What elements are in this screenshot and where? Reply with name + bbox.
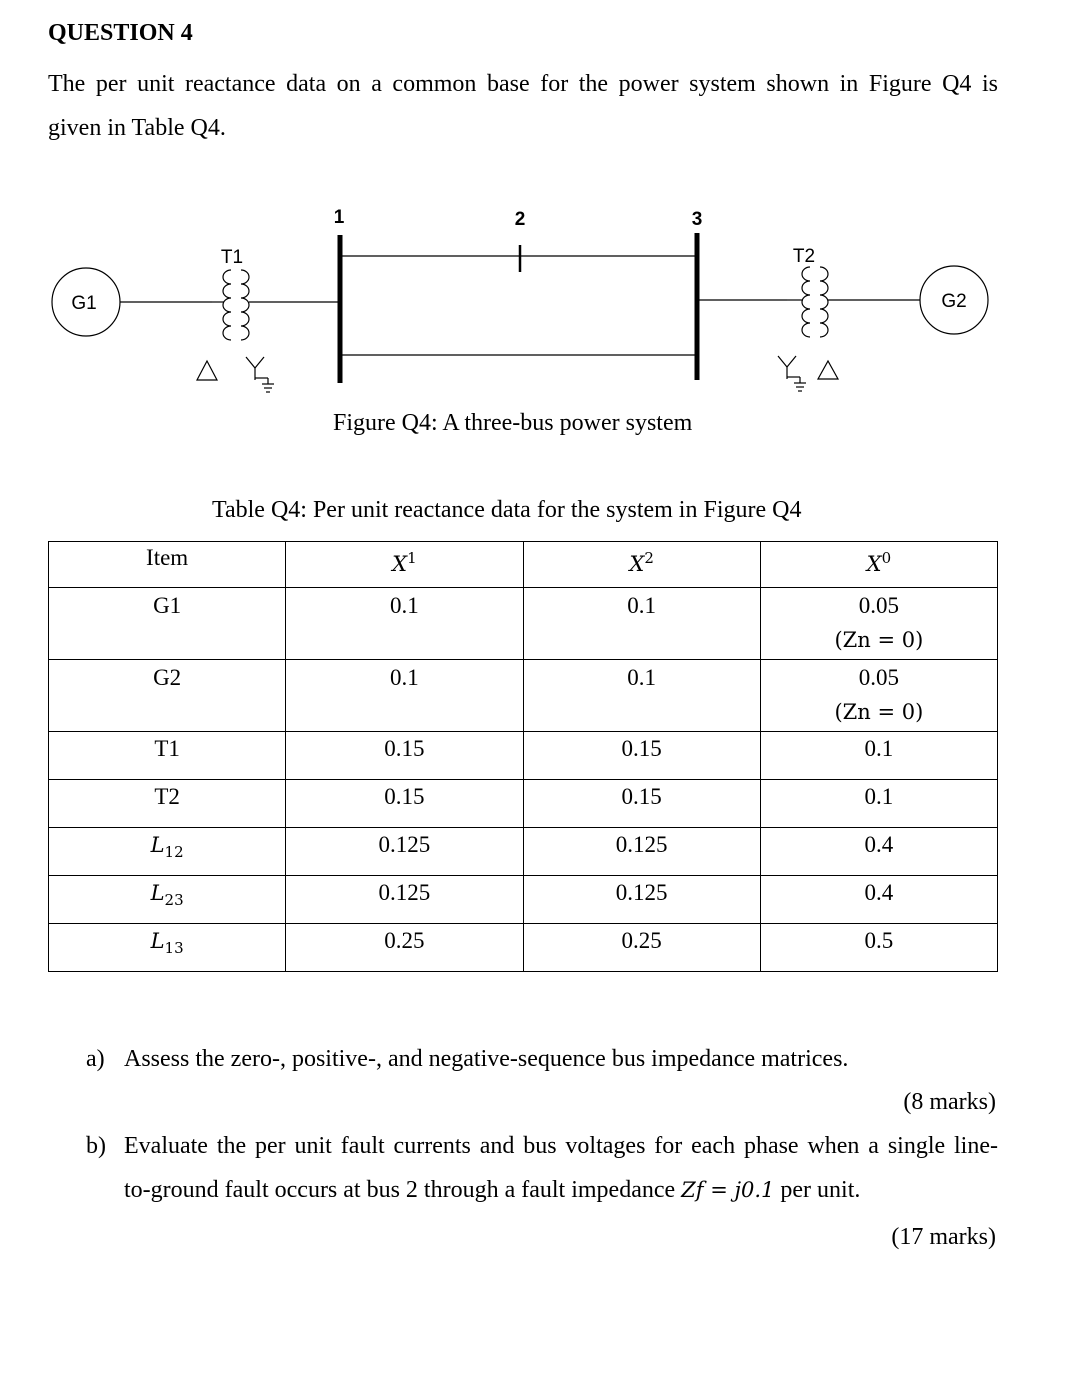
bus-label-3: 3 bbox=[691, 209, 703, 230]
header-x0: $X^0$ bbox=[760, 542, 997, 588]
cell-x1: 0.15 bbox=[286, 780, 523, 828]
cell-x0: 0.4 bbox=[760, 828, 997, 876]
t2-delta-symbol bbox=[818, 361, 838, 379]
cell-x1: 0.1 bbox=[286, 588, 523, 660]
cell-item: G1 bbox=[49, 588, 286, 660]
header-x1: $X^1$ bbox=[286, 542, 523, 588]
generator-label-g2: G2 bbox=[941, 291, 967, 312]
cell-x0: 0.1 bbox=[760, 780, 997, 828]
question-intro bbox=[48, 62, 998, 150]
question-title: QUESTION 4 bbox=[48, 20, 193, 46]
part-a-marks: (8 marks) bbox=[903, 1089, 996, 1115]
table-row bbox=[49, 876, 998, 924]
fault-impedance-expression: Zf = j0.1 bbox=[681, 1178, 775, 1202]
part-a-label: a) bbox=[86, 1046, 105, 1072]
generator-label-g1: G1 bbox=[71, 293, 97, 314]
table-caption: Table Q4: Per unit reactance data for the system in Figure Q4 bbox=[212, 497, 802, 523]
zn-note: (Zn = 0) bbox=[834, 700, 924, 724]
part-b-line2-suffix: per unit. bbox=[780, 1177, 861, 1203]
cell-item: T1 bbox=[49, 732, 286, 780]
bus-label-1: 1 bbox=[333, 207, 345, 228]
figure-caption: Figure Q4: A three-bus power system bbox=[333, 410, 693, 436]
table-row bbox=[49, 660, 998, 732]
three-bus-diagram bbox=[0, 195, 1080, 395]
t1-secondary-winding bbox=[241, 270, 249, 340]
table-row bbox=[49, 924, 998, 972]
cell-x0: 0.4 bbox=[760, 876, 997, 924]
transformer-label-t1: T1 bbox=[220, 247, 244, 268]
intro-line-1: The per unit reactance data on a common base for the power system shown in Figure Q4 is bbox=[48, 71, 998, 97]
cell-x2: 0.125 bbox=[523, 828, 760, 876]
cell-item: $L_{13}$ bbox=[49, 924, 286, 972]
t1-wye-ground-symbol bbox=[246, 357, 274, 392]
t1-delta-symbol bbox=[197, 361, 217, 380]
cell-x2: 0.15 bbox=[523, 732, 760, 780]
t2-secondary-winding bbox=[820, 267, 828, 337]
part-b-line2-prefix: to-ground fault occurs at bus 2 through a fault impedance bbox=[124, 1177, 676, 1203]
header-x2: $X^2$ bbox=[523, 542, 760, 588]
cell-x1: 0.125 bbox=[286, 828, 523, 876]
zn-note: (Zn = 0) bbox=[834, 628, 924, 652]
t1-primary-winding bbox=[223, 270, 231, 340]
cell-x2: 0.15 bbox=[523, 780, 760, 828]
t2-primary-winding bbox=[802, 267, 810, 337]
part-b-label: b) bbox=[86, 1133, 106, 1159]
cell-x2: 0.1 bbox=[523, 588, 760, 660]
bus-label-2: 2 bbox=[514, 209, 526, 230]
cell-x0: 0.05 (Zn = 0) bbox=[760, 660, 997, 732]
header-item: Item bbox=[49, 542, 286, 588]
reactance-table bbox=[48, 541, 998, 972]
cell-item: G2 bbox=[49, 660, 286, 732]
cell-x1: 0.1 bbox=[286, 660, 523, 732]
table-row bbox=[49, 780, 998, 828]
cell-x0: 0.05 (Zn = 0) bbox=[760, 588, 997, 660]
cell-x1: 0.25 bbox=[286, 924, 523, 972]
transformer-label-t2: T2 bbox=[792, 246, 816, 267]
intro-line-2: given in Table Q4. bbox=[48, 115, 226, 141]
table-row bbox=[49, 588, 998, 660]
cell-x2: 0.1 bbox=[523, 660, 760, 732]
table-row bbox=[49, 828, 998, 876]
cell-item: T2 bbox=[49, 780, 286, 828]
part-a-text: Assess the zero-, positive-, and negative-sequence bus impedance matrices. bbox=[124, 1046, 849, 1072]
cell-x2: 0.25 bbox=[523, 924, 760, 972]
part-b-marks: (17 marks) bbox=[891, 1224, 996, 1250]
cell-x1: 0.125 bbox=[286, 876, 523, 924]
part-b-text-line1: Evaluate the per unit fault currents and bus voltages for each phase when a single line- bbox=[124, 1133, 998, 1159]
cell-x1: 0.15 bbox=[286, 732, 523, 780]
cell-x0: 0.1 bbox=[760, 732, 997, 780]
cell-x0: 0.5 bbox=[760, 924, 997, 972]
t2-wye-ground-symbol bbox=[778, 356, 806, 391]
cell-item: $L_{23}$ bbox=[49, 876, 286, 924]
part-b-text-line2 bbox=[124, 1168, 998, 1212]
table-row bbox=[49, 732, 998, 780]
cell-item: $L_{12}$ bbox=[49, 828, 286, 876]
cell-x2: 0.125 bbox=[523, 876, 760, 924]
table-header-row bbox=[49, 542, 998, 588]
